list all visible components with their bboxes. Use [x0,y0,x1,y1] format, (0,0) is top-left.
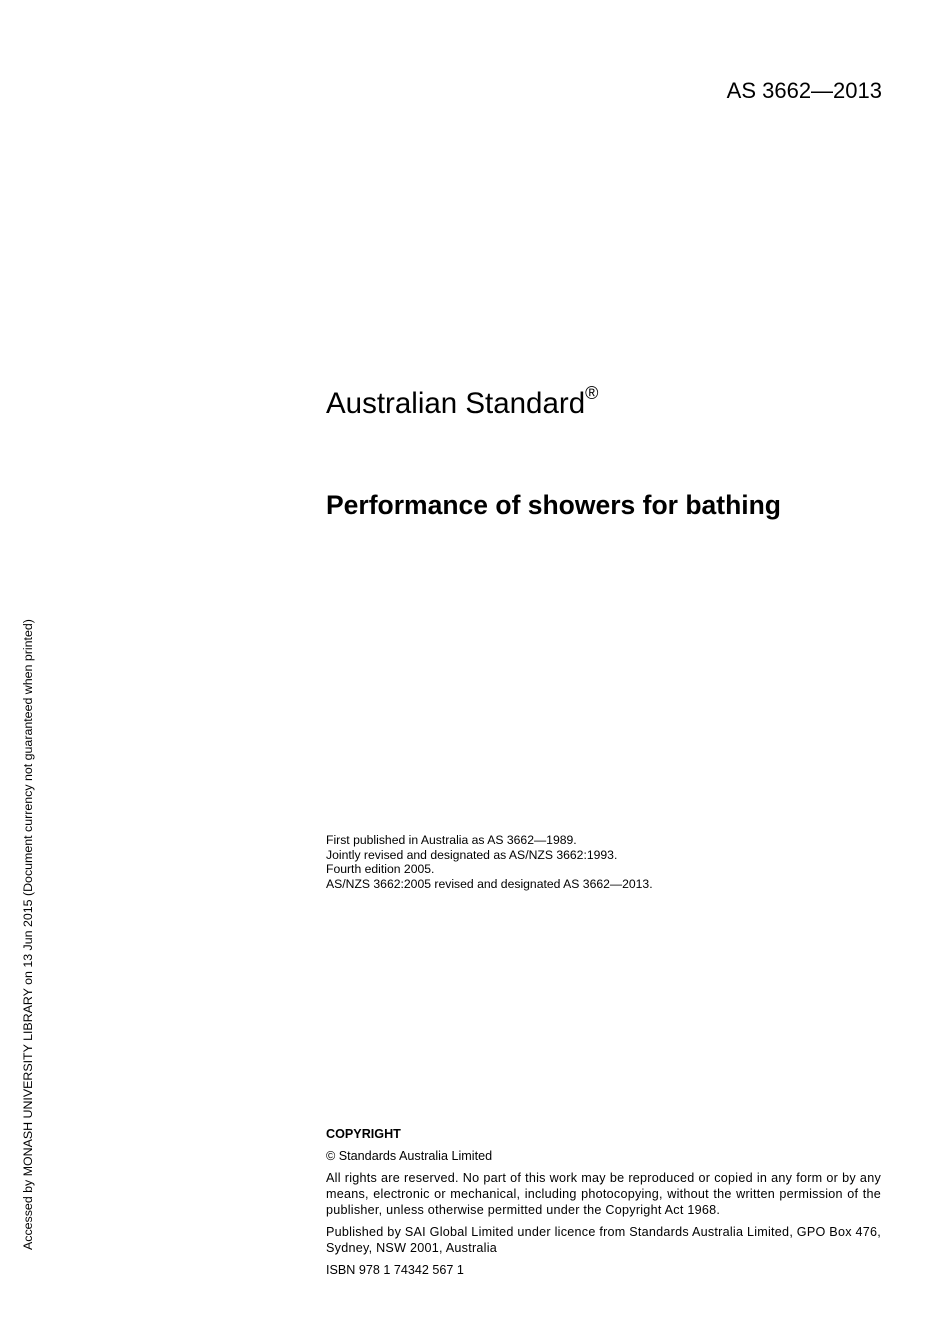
access-watermark-note: Accessed by MONASH UNIVERSITY LIBRARY on 13 Jun 2015 (Document currency not guaranteed when printed) [21,619,35,1250]
standard-brand [326,384,598,427]
standard-number: AS 3662—2013 [726,78,882,103]
brand-text: Australian Standard [326,387,586,420]
rights-statement: All rights are reserved. No part of this work may be reproduced or copied in any form or by any means, electronic or mechanical, including photocopying, without the written permission of the publisher, unless otherwise permitted under the Copyright Act 1968. [326,1171,881,1217]
document-title: Performance of showers for bathing [326,490,781,520]
history-line: First published in Australia as AS 3662—1989. [326,833,577,847]
publisher-statement: Published by SAI Global Limited under licence from Standards Australia Limited, GPO Box 476, Sydney, NSW 2001, Australia [326,1225,882,1255]
publication-history [326,833,653,891]
isbn: ISBN 978 1 74342 567 1 [326,1263,464,1277]
copyright-heading: COPYRIGHT [326,1127,401,1141]
registered-mark: ® [585,383,599,403]
history-line: Fourth edition 2005. [326,862,435,877]
history-line: AS/NZS 3662:2005 revised and designated AS 3662—2013. [326,876,653,891]
history-line: Jointly revised and designated as AS/NZS 3662:1993. [326,847,618,862]
copyright-block [326,1126,881,1284]
copyright-owner: © Standards Australia Limited [326,1149,493,1163]
